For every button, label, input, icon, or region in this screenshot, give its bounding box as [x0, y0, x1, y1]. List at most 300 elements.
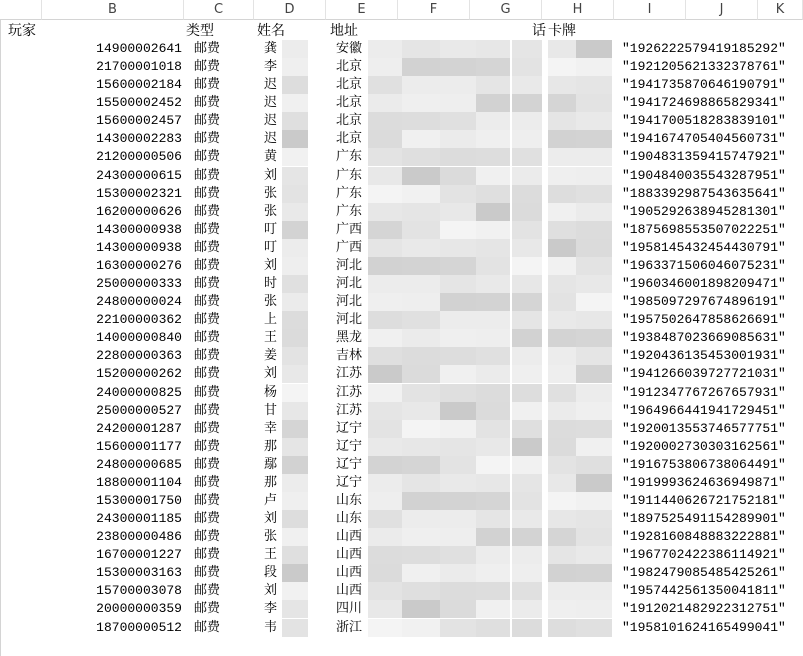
- mosaic-block: [402, 167, 440, 185]
- cell-player-id[interactable]: 24800000685: [96, 456, 182, 472]
- cell-card-code[interactable]: "1982479085485425261": [622, 565, 786, 581]
- mosaic-block: [476, 203, 510, 221]
- mosaic-block: [368, 402, 402, 420]
- mosaic-block: [512, 582, 542, 600]
- cell-address[interactable]: 山西: [336, 565, 363, 581]
- cell-type[interactable]: 邮费: [194, 113, 221, 129]
- cell-name[interactable]: 迟: [264, 113, 278, 129]
- mosaic-block: [368, 384, 402, 402]
- mosaic-block: [368, 528, 402, 546]
- mosaic-block: [282, 347, 308, 365]
- cell-card-code[interactable]: "1963371506046075231": [622, 257, 786, 273]
- cell-player-id[interactable]: 16200000626: [96, 203, 182, 219]
- cell-card-code[interactable]: "1958101624165499041": [622, 619, 786, 635]
- cell-card-code[interactable]: "1928160848883222881": [622, 529, 786, 545]
- cell-type[interactable]: 邮费: [194, 312, 221, 328]
- table-row[interactable]: [0, 239, 803, 257]
- cell-type[interactable]: 邮费: [194, 529, 221, 545]
- mosaic-block: [368, 546, 402, 564]
- table-row[interactable]: [0, 528, 803, 546]
- cell-name[interactable]: 甘: [264, 402, 278, 418]
- cell-player-id[interactable]: 24800000024: [96, 294, 182, 310]
- cell-type[interactable]: 邮费: [194, 619, 221, 635]
- cell-address[interactable]: 广西: [336, 239, 363, 255]
- mosaic-block: [368, 239, 402, 257]
- cell-address[interactable]: 山东: [336, 493, 363, 508]
- cell-player-id[interactable]: 15300002321: [96, 185, 182, 201]
- mosaic-block: [402, 112, 440, 130]
- mosaic-block: [282, 148, 308, 166]
- mosaic-block: [440, 420, 476, 438]
- cell-card-code[interactable]: "1904840035543287951": [622, 167, 786, 183]
- cell-card-code[interactable]: "1904831359415747921": [622, 149, 786, 165]
- cell-player-id[interactable]: 25000000333: [96, 276, 182, 292]
- mosaic-block: [476, 148, 510, 166]
- cell-card-code[interactable]: "1920002730303162561": [622, 438, 786, 454]
- table-row[interactable]: [0, 94, 803, 112]
- mosaic-block: [282, 546, 308, 564]
- cell-card-code[interactable]: "1919993624636949871": [622, 474, 786, 490]
- cell-player-id[interactable]: 23800000486: [96, 529, 182, 545]
- mosaic-block: [402, 420, 440, 438]
- mosaic-block: [548, 582, 576, 600]
- cell-name[interactable]: 刘: [264, 366, 278, 382]
- cell-type[interactable]: 邮费: [194, 41, 221, 56]
- mosaic-block: [402, 148, 440, 166]
- cell-card-code[interactable]: "1875698553507022251": [622, 221, 786, 237]
- mosaic-block: [576, 456, 612, 474]
- cell-address[interactable]: 广东: [336, 185, 363, 201]
- cell-card-code[interactable]: "1941674705404560731": [622, 131, 786, 147]
- mosaic-block: [402, 384, 440, 402]
- cell-type[interactable]: 邮费: [194, 547, 221, 563]
- cell-player-id[interactable]: 14300002283: [96, 131, 182, 147]
- cell-address[interactable]: 辽宁: [336, 420, 363, 436]
- cell-card-code[interactable]: "1957442561350041811": [622, 583, 786, 599]
- mosaic-block: [402, 94, 440, 112]
- table-row[interactable]: [0, 130, 803, 148]
- cell-type[interactable]: 邮费: [194, 583, 221, 599]
- cell-card-code[interactable]: "1926222579419185292": [622, 41, 786, 56]
- cell-name[interactable]: 上: [264, 312, 278, 328]
- cell-player-id[interactable]: 25000000527: [96, 402, 182, 418]
- table-row[interactable]: [0, 40, 803, 58]
- mosaic-block: [576, 600, 612, 618]
- mosaic-block: [440, 167, 476, 185]
- column-header-e[interactable]: E: [326, 0, 398, 20]
- cell-type[interactable]: 邮费: [194, 493, 221, 508]
- table-row[interactable]: [0, 619, 803, 637]
- header-card: 卡牌: [548, 23, 576, 39]
- cell-player-id[interactable]: 15600002457: [96, 113, 182, 129]
- mosaic-block: [576, 275, 612, 293]
- mosaic-block: [440, 510, 476, 528]
- cell-address[interactable]: 北京: [336, 113, 363, 129]
- cell-type[interactable]: 邮费: [194, 511, 221, 527]
- mosaic-block: [476, 221, 510, 239]
- mosaic-block: [368, 347, 402, 365]
- cell-name[interactable]: 叮: [264, 221, 278, 237]
- cell-address[interactable]: 江苏: [336, 402, 363, 418]
- cell-player-id[interactable]: 15300003163: [96, 565, 182, 581]
- mosaic-block: [576, 402, 612, 420]
- cell-name[interactable]: 王: [264, 330, 278, 346]
- cell-type[interactable]: 邮费: [194, 95, 221, 111]
- table-row[interactable]: [0, 257, 803, 275]
- cell-player-id[interactable]: 24300001185: [96, 511, 182, 527]
- table-row[interactable]: [0, 582, 803, 600]
- mosaic-block: [368, 58, 402, 76]
- mosaic-block: [476, 185, 510, 203]
- mosaic-block: [402, 582, 440, 600]
- cell-address[interactable]: 广东: [336, 149, 363, 165]
- mosaic-block: [368, 148, 402, 166]
- cell-type[interactable]: 邮费: [194, 474, 221, 490]
- cell-player-id[interactable]: 24000000825: [96, 384, 182, 400]
- cell-name[interactable]: 段: [264, 565, 278, 581]
- mosaic-block: [576, 221, 612, 239]
- mosaic-block: [282, 619, 308, 637]
- cell-name[interactable]: 幸: [264, 420, 278, 436]
- cell-name[interactable]: 迟: [264, 77, 278, 93]
- cell-card-code[interactable]: "1941266039727721031": [622, 366, 786, 382]
- cell-name[interactable]: 龚: [264, 41, 278, 56]
- table-row[interactable]: [0, 329, 803, 347]
- cell-name[interactable]: 张: [264, 203, 278, 219]
- mosaic-block: [548, 167, 576, 185]
- mosaic-block: [548, 40, 576, 58]
- cell-name[interactable]: 张: [264, 294, 278, 310]
- mosaic-block: [282, 402, 308, 420]
- table-row[interactable]: [0, 438, 803, 456]
- column-header-a[interactable]: [0, 0, 42, 20]
- cell-card-code[interactable]: "1941735870646190791": [622, 77, 786, 93]
- cell-type[interactable]: 邮费: [194, 384, 221, 400]
- cell-card-code[interactable]: "1957502647858626691": [622, 312, 786, 328]
- cell-type[interactable]: 邮费: [194, 348, 221, 364]
- cell-address[interactable]: 吉林: [336, 348, 363, 364]
- cell-name[interactable]: 刘: [264, 583, 278, 599]
- mosaic-block: [402, 456, 440, 474]
- cell-name[interactable]: 时: [264, 276, 278, 292]
- cell-address[interactable]: 广东: [336, 167, 363, 183]
- cell-type[interactable]: 邮费: [194, 402, 221, 418]
- table-row[interactable]: [0, 510, 803, 528]
- mosaic-block: [548, 600, 576, 618]
- cell-player-id[interactable]: 24300000615: [96, 167, 182, 183]
- mosaic-block: [548, 546, 576, 564]
- mosaic-block: [476, 347, 510, 365]
- table-row[interactable]: [0, 474, 803, 492]
- mosaic-block: [440, 582, 476, 600]
- cell-type[interactable]: 邮费: [194, 330, 221, 346]
- cell-card-code[interactable]: "1964966441941729451": [622, 402, 786, 418]
- table-row[interactable]: [0, 293, 803, 311]
- mosaic-block: [402, 293, 440, 311]
- cell-name[interactable]: 张: [264, 529, 278, 545]
- cell-address[interactable]: 河北: [336, 294, 363, 310]
- table-row[interactable]: [0, 148, 803, 166]
- column-header-k[interactable]: K: [758, 0, 803, 20]
- mosaic-block: [548, 365, 576, 383]
- mosaic-block: [476, 293, 510, 311]
- column-header-d[interactable]: D: [254, 0, 326, 20]
- cell-card-code[interactable]: "1920436135453001931": [622, 348, 786, 364]
- cell-name[interactable]: 韦: [264, 619, 278, 635]
- cell-type[interactable]: 邮费: [194, 239, 221, 255]
- cell-name[interactable]: 杨: [264, 384, 278, 400]
- mosaic-block: [576, 420, 612, 438]
- cell-name[interactable]: 姜: [264, 348, 278, 364]
- cell-name[interactable]: 迟: [264, 95, 278, 111]
- cell-address[interactable]: 广西: [336, 221, 363, 237]
- cell-player-id[interactable]: 22100000362: [96, 312, 182, 328]
- table-row[interactable]: [0, 221, 803, 239]
- mosaic-block: [512, 112, 542, 130]
- cell-card-code[interactable]: "1905292638945281301": [622, 203, 786, 219]
- table-row[interactable]: [0, 58, 803, 76]
- cell-type[interactable]: 邮费: [194, 601, 221, 617]
- mosaic-block: [476, 384, 510, 402]
- cell-type[interactable]: 邮费: [194, 221, 221, 237]
- cell-type[interactable]: 邮费: [194, 149, 221, 165]
- mosaic-block: [402, 58, 440, 76]
- cell-address[interactable]: 辽宁: [336, 456, 363, 472]
- mosaic-block: [282, 221, 308, 239]
- mosaic-block: [548, 112, 576, 130]
- table-row[interactable]: [0, 203, 803, 221]
- column-header-b[interactable]: B: [42, 0, 184, 20]
- cell-address[interactable]: 北京: [336, 95, 363, 111]
- cell-type[interactable]: 邮费: [194, 185, 221, 201]
- cell-name[interactable]: 那: [264, 438, 278, 454]
- mosaic-block: [282, 510, 308, 528]
- cell-address[interactable]: 山西: [336, 547, 363, 563]
- cell-type[interactable]: 邮费: [194, 131, 221, 147]
- cell-address[interactable]: 辽宁: [336, 474, 363, 490]
- mosaic-block: [282, 58, 308, 76]
- mosaic-block: [576, 293, 612, 311]
- table-row[interactable]: [0, 600, 803, 618]
- cell-player-id[interactable]: 16300000276: [96, 257, 182, 273]
- mosaic-block: [548, 492, 576, 510]
- cell-name[interactable]: 刘: [264, 511, 278, 527]
- column-header-c[interactable]: C: [184, 0, 254, 20]
- cell-type[interactable]: 邮费: [194, 456, 221, 472]
- mosaic-block: [576, 76, 612, 94]
- mosaic-block: [476, 112, 510, 130]
- mosaic-block: [548, 185, 576, 203]
- table-row[interactable]: [0, 365, 803, 383]
- column-header-j[interactable]: J: [686, 0, 758, 20]
- cell-card-code[interactable]: "1912021482922312751": [622, 601, 786, 617]
- cell-address[interactable]: 北京: [336, 59, 363, 75]
- mosaic-block: [368, 76, 402, 94]
- table-row[interactable]: [0, 76, 803, 94]
- cell-type[interactable]: 邮费: [194, 294, 221, 310]
- cell-card-code[interactable]: "1960346001898209471": [622, 276, 786, 292]
- cell-address[interactable]: 河北: [336, 257, 363, 273]
- table-row[interactable]: [0, 347, 803, 365]
- cell-player-id[interactable]: 20000000359: [96, 601, 182, 617]
- mosaic-block: [440, 257, 476, 275]
- mosaic-block: [368, 185, 402, 203]
- cell-type[interactable]: 邮费: [194, 276, 221, 292]
- cell-type[interactable]: 邮费: [194, 420, 221, 436]
- cell-address[interactable]: 河北: [336, 312, 363, 328]
- cell-card-code[interactable]: "1938487023669085631": [622, 330, 786, 346]
- cell-player-id[interactable]: 15300001750: [96, 493, 182, 508]
- mosaic-block: [282, 167, 308, 185]
- cell-type[interactable]: 邮费: [194, 203, 221, 219]
- mosaic-block: [368, 510, 402, 528]
- cell-player-id[interactable]: 16700001227: [96, 547, 182, 563]
- cell-address[interactable]: 辽宁: [336, 438, 363, 454]
- cell-player-id[interactable]: 14900002641: [96, 41, 182, 56]
- cell-card-code[interactable]: "1912347767267657931": [622, 384, 786, 400]
- cell-player-id[interactable]: 14300000938: [96, 239, 182, 255]
- mosaic-block: [512, 167, 542, 185]
- cell-name[interactable]: 王: [264, 547, 278, 563]
- table-row[interactable]: [0, 384, 803, 402]
- table-row[interactable]: [0, 185, 803, 203]
- cell-player-id[interactable]: 15600001177: [96, 438, 182, 454]
- cell-card-code[interactable]: "1883392987543635641": [622, 185, 786, 201]
- cell-name[interactable]: 鄢: [264, 456, 278, 472]
- cell-address[interactable]: 安徽: [336, 41, 363, 56]
- column-header-f[interactable]: F: [398, 0, 470, 20]
- mosaic-block: [440, 546, 476, 564]
- mosaic-block: [282, 293, 308, 311]
- cell-address[interactable]: 山西: [336, 583, 363, 599]
- table-row[interactable]: [0, 492, 803, 510]
- table-row[interactable]: [0, 167, 803, 185]
- cell-player-id[interactable]: 14000000840: [96, 330, 182, 346]
- cell-type[interactable]: 邮费: [194, 167, 221, 183]
- cell-type[interactable]: 邮费: [194, 565, 221, 581]
- table-row[interactable]: [0, 456, 803, 474]
- cell-type[interactable]: 邮费: [194, 257, 221, 273]
- cell-card-code[interactable]: "1941724698865829341": [622, 95, 786, 111]
- mosaic-block: [576, 329, 612, 347]
- mosaic-block: [476, 58, 510, 76]
- cell-name[interactable]: 刘: [264, 167, 278, 183]
- cell-player-id[interactable]: 15600002184: [96, 77, 182, 93]
- mosaic-block: [576, 130, 612, 148]
- cell-type[interactable]: 邮费: [194, 77, 221, 93]
- cell-player-id[interactable]: 15500002452: [96, 95, 182, 111]
- column-header-h[interactable]: H: [542, 0, 614, 20]
- table-row[interactable]: [0, 311, 803, 329]
- cell-player-id[interactable]: 18700000512: [96, 619, 182, 635]
- cell-name[interactable]: 刘: [264, 257, 278, 273]
- cell-player-id[interactable]: 21200000506: [96, 149, 182, 165]
- mosaic-block: [440, 564, 476, 582]
- table-row[interactable]: [0, 112, 803, 130]
- cell-player-id[interactable]: 14300000938: [96, 221, 182, 237]
- cell-type[interactable]: 邮费: [194, 366, 221, 382]
- mosaic-block: [440, 528, 476, 546]
- cell-name[interactable]: 张: [264, 185, 278, 201]
- cell-player-id[interactable]: 18800001104: [96, 474, 182, 490]
- cell-name[interactable]: 李: [264, 601, 278, 617]
- cell-card-code[interactable]: "1920013553746577751": [622, 420, 786, 436]
- cell-address[interactable]: 北京: [336, 77, 363, 93]
- cell-name[interactable]: 叮: [264, 239, 278, 255]
- cell-player-id[interactable]: 24200001287: [96, 420, 182, 436]
- cell-address[interactable]: 河北: [336, 276, 363, 292]
- column-header-g[interactable]: G: [470, 0, 542, 20]
- mosaic-block: [476, 582, 510, 600]
- cell-address[interactable]: 广东: [336, 203, 363, 219]
- mosaic-block: [282, 420, 308, 438]
- cell-player-id[interactable]: 15700003078: [96, 583, 182, 599]
- column-header-i[interactable]: I: [614, 0, 686, 20]
- cell-player-id[interactable]: 21700001018: [96, 59, 182, 75]
- table-row[interactable]: [0, 564, 803, 582]
- cell-name[interactable]: 李: [264, 59, 278, 75]
- cell-address[interactable]: 江苏: [336, 384, 363, 400]
- cell-card-code[interactable]: "1967702422386114921": [622, 547, 786, 563]
- mosaic-block: [476, 365, 510, 383]
- table-row[interactable]: [0, 420, 803, 438]
- cell-name[interactable]: 迟: [264, 131, 278, 147]
- cell-address[interactable]: 黑龙: [336, 330, 363, 346]
- cell-card-code[interactable]: "1897525491154289901": [622, 511, 786, 527]
- cell-type[interactable]: 邮费: [194, 59, 221, 75]
- mosaic-block: [576, 619, 612, 637]
- cell-name[interactable]: 那: [264, 474, 278, 490]
- mosaic-block: [476, 564, 510, 582]
- mosaic-block: [512, 438, 542, 456]
- cell-card-code[interactable]: "1958145432454430791": [622, 239, 786, 255]
- cell-address[interactable]: 北京: [336, 131, 363, 147]
- mosaic-block: [440, 112, 476, 130]
- cell-address[interactable]: 山东: [336, 511, 363, 527]
- table-row[interactable]: [0, 402, 803, 420]
- mosaic-block: [512, 402, 542, 420]
- cell-address[interactable]: 浙江: [336, 619, 363, 635]
- mosaic-block: [548, 311, 576, 329]
- table-row[interactable]: [0, 275, 803, 293]
- cell-card-code[interactable]: "1921205621332378761": [622, 59, 786, 75]
- header-type: 类型: [186, 23, 214, 39]
- mosaic-block: [512, 528, 542, 546]
- table-row[interactable]: [0, 546, 803, 564]
- cell-card-code[interactable]: "1911440626721752181": [622, 493, 786, 508]
- cell-name[interactable]: 黄: [264, 149, 278, 165]
- mosaic-block: [402, 40, 440, 58]
- mosaic-block: [576, 564, 612, 582]
- cell-address[interactable]: 江苏: [336, 366, 363, 382]
- cell-name[interactable]: 卢: [264, 493, 278, 508]
- mosaic-block: [368, 600, 402, 618]
- cell-card-code[interactable]: "1941700518283839101": [622, 113, 786, 129]
- mosaic-block: [548, 203, 576, 221]
- cell-card-code[interactable]: "1985097297674896191": [622, 294, 786, 310]
- mosaic-block: [576, 239, 612, 257]
- mosaic-block: [282, 130, 308, 148]
- cell-player-id[interactable]: 15200000262: [96, 366, 182, 382]
- cell-address[interactable]: 山西: [336, 529, 363, 545]
- cell-address[interactable]: 四川: [336, 601, 363, 617]
- cell-card-code[interactable]: "1916753806738064491": [622, 456, 786, 472]
- mosaic-block: [576, 112, 612, 130]
- cell-player-id[interactable]: 22800000363: [96, 348, 182, 364]
- mosaic-block: [440, 474, 476, 492]
- mosaic-block: [576, 365, 612, 383]
- cell-type[interactable]: 邮费: [194, 438, 221, 454]
